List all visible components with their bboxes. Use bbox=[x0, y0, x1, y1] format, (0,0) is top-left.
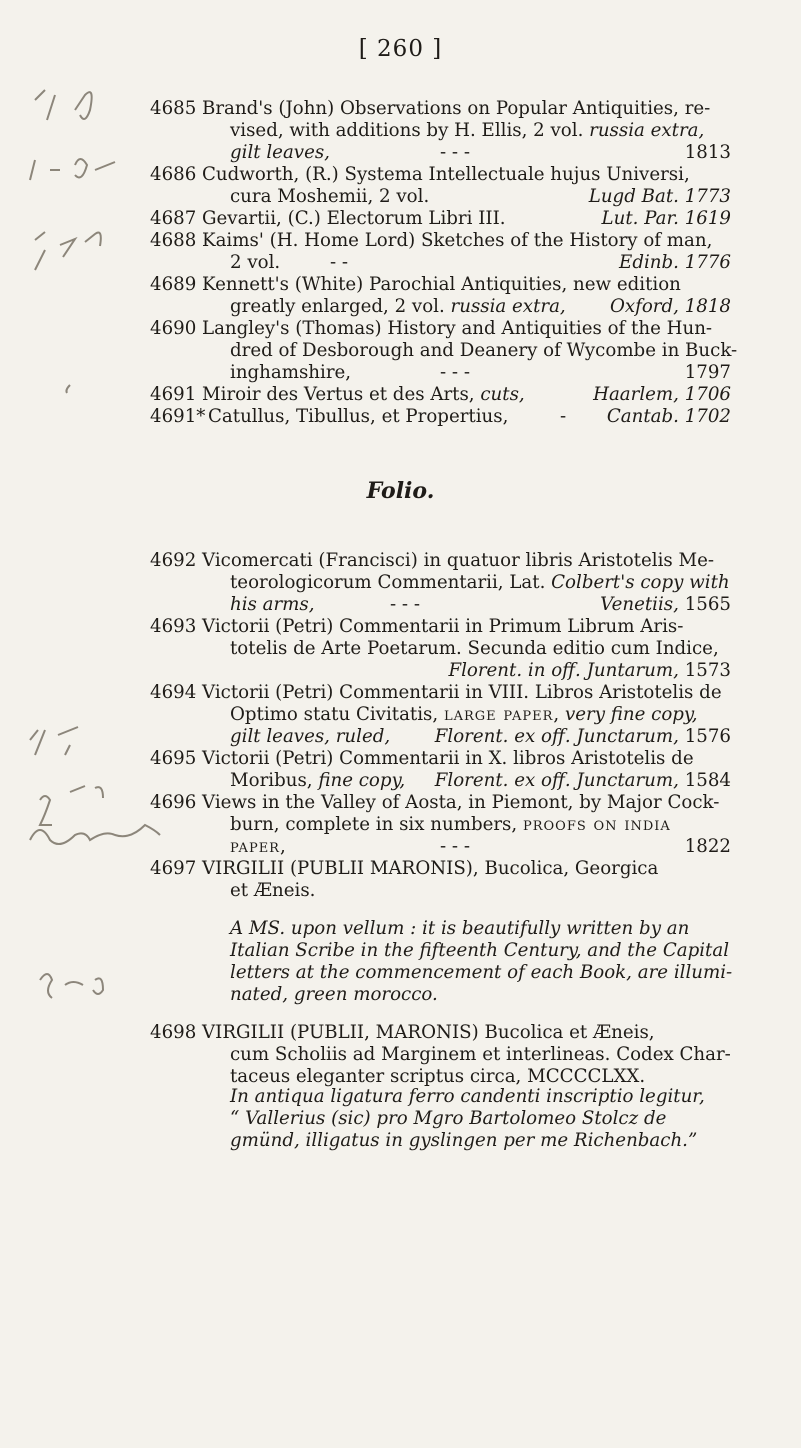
entry-line: his arms, bbox=[230, 594, 315, 615]
entry-line: Vicomercati (Francisci) in quatuor libris Aristotelis Me- bbox=[202, 550, 715, 571]
entry-line: Victorii (Petri) Commentarii in X. libros Aristotelis de bbox=[202, 748, 694, 769]
entry-dashes: - - - bbox=[440, 836, 470, 857]
entry-imprint: Haarlem, 1706 bbox=[593, 384, 731, 405]
entry-imprint: 1797 bbox=[684, 362, 731, 383]
entry-number: 4687 bbox=[150, 208, 197, 229]
entry-imprint: Oxford, 1818 bbox=[609, 296, 731, 317]
annotation-mark bbox=[30, 825, 160, 844]
entry-dashes: - - - bbox=[440, 142, 470, 163]
entry-imprint: Florent. ex off. Junctarum, 1576 bbox=[434, 726, 731, 747]
entry-line: cum Scholiis ad Marginem et interlineas. Codex Char- bbox=[230, 1044, 731, 1065]
entry-line: Brand's (John) Observations on Popular Antiquities, re- bbox=[202, 98, 711, 119]
entry-line: Kaims' (H. Home Lord) Sketches of the History of man, bbox=[202, 230, 713, 251]
entry-imprint: Edinb. 1776 bbox=[619, 252, 731, 273]
annotation-mark bbox=[40, 974, 103, 998]
entry-line: inghamshire, bbox=[230, 362, 352, 383]
annotation-mark bbox=[30, 159, 115, 180]
entry-line: totelis de Arte Poetarum. Secunda editio cum Indice, bbox=[230, 638, 719, 659]
entry-imprint: Lut. Par. 1619 bbox=[601, 208, 731, 229]
entry-dashes: - - - bbox=[390, 594, 420, 615]
entry-line: paper, bbox=[230, 836, 287, 857]
entry-number: 4693 bbox=[150, 616, 197, 637]
entry-imprint: Florent. in off. Juntarum, 1573 bbox=[448, 660, 731, 681]
entry-number: 4696 bbox=[150, 792, 197, 813]
entry-line: vised, with additions by H. Ellis, 2 vol. russia extra, bbox=[230, 120, 705, 141]
entry-line: Optimo statu Civitatis, large paper, very fine copy, bbox=[230, 704, 698, 725]
entry-line: taceus eleganter scriptus circa, MCCCCLXX. bbox=[230, 1066, 646, 1087]
entry-line: et Æneis. bbox=[230, 880, 316, 901]
entry-line: gilt leaves, bbox=[230, 142, 330, 163]
entry-dashes: - - bbox=[330, 252, 349, 273]
entry-line: Moribus, fine copy, bbox=[230, 770, 406, 791]
entry-line: Victorii (Petri) Commentarii in Primum Librum Aris- bbox=[202, 616, 684, 637]
entry-line: Miroir des Vertus et des Arts, cuts, bbox=[202, 384, 525, 405]
entry-number: 4689 bbox=[150, 274, 197, 295]
entry-number: 4691 bbox=[150, 384, 197, 405]
entry-number: 4694 bbox=[150, 682, 197, 703]
entry-line: Cudworth, (R.) Systema Intellectuale hujus Universi, bbox=[202, 164, 690, 185]
annotation-mark bbox=[35, 90, 92, 120]
entry-imprint: 1822 bbox=[684, 836, 731, 857]
entry-line: Catullus, Tibullus, et Propertius, bbox=[208, 406, 509, 427]
annotation-mark bbox=[30, 727, 78, 755]
entry-note bbox=[230, 1086, 705, 1152]
entry-line: greatly enlarged, 2 vol. russia extra, bbox=[230, 296, 566, 317]
entry-imprint: Cantab. 1702 bbox=[606, 406, 731, 427]
entry-number: 4692 bbox=[150, 550, 197, 571]
entry-number: 4685 bbox=[150, 98, 197, 119]
note-line: A MS. upon vellum : it is beautifully written by an bbox=[230, 918, 690, 939]
entry-line: Langley's (Thomas) History and Antiquities of the Hun- bbox=[202, 318, 713, 339]
page-number: [ 260 ] bbox=[358, 36, 443, 62]
entry-line: Gevartii, (C.) Electorum Libri III. bbox=[202, 208, 506, 229]
entry-number: 4686 bbox=[150, 164, 197, 185]
entry-imprint: Florent. ex off. Junctarum, 1584 bbox=[434, 770, 731, 791]
note-line: gmünd, illigatus in gyslingen per me Richenbach.” bbox=[230, 1130, 698, 1151]
entry-dashes: - bbox=[560, 406, 567, 427]
section-heading: Folio. bbox=[366, 478, 435, 504]
entry-line: burn, complete in six numbers, proofs on india bbox=[230, 814, 671, 835]
note-line: “ Vallerius (sic) pro Mgro Bartolomeo Stolcz de bbox=[230, 1108, 667, 1129]
entry-number: 4698 bbox=[150, 1022, 197, 1043]
entry-number: 4697 bbox=[150, 858, 197, 879]
note-line: letters at the commencement of each Book, are illumi- bbox=[230, 962, 733, 983]
annotation-mark bbox=[66, 385, 70, 393]
entry-line: dred of Desborough and Deanery of Wycombe in Buck- bbox=[230, 340, 738, 361]
margin-annotations-lower bbox=[0, 780, 180, 1060]
annotation-mark bbox=[40, 786, 103, 825]
entry-number: 4688 bbox=[150, 230, 197, 251]
entry-line: Kennett's (White) Parochial Antiquities, new edition bbox=[202, 274, 681, 295]
margin-annotations bbox=[0, 0, 150, 800]
annotation-mark bbox=[35, 232, 101, 270]
entry-line: VIRGILII (PUBLII, MARONIS) Bucolica et Æneis, bbox=[202, 1022, 655, 1043]
entry-imprint: Lugd Bat. 1773 bbox=[588, 186, 731, 207]
entry-line: cura Moshemii, 2 vol. bbox=[230, 186, 430, 207]
note-line: Italian Scribe in the fifteenth Century, and the Capital bbox=[230, 940, 730, 961]
entry-line: 2 vol. bbox=[230, 252, 281, 273]
entry-number: 4690 bbox=[150, 318, 197, 339]
entry-imprint: 1813 bbox=[684, 142, 731, 163]
entry-number: 4691* bbox=[150, 406, 206, 427]
entry-line: VIRGILII (PUBLII MARONIS), Bucolica, Georgica bbox=[202, 858, 659, 879]
entry-line: Victorii (Petri) Commentarii in VIII. Libros Aristotelis de bbox=[202, 682, 722, 703]
entry-note bbox=[230, 918, 732, 1006]
entry-imprint: Venetiis, 1565 bbox=[600, 594, 731, 615]
note-line: nated, green morocco. bbox=[230, 984, 438, 1005]
note-line: In antiqua ligatura ferro candenti inscriptio legitur, bbox=[230, 1086, 705, 1107]
entry-number: 4695 bbox=[150, 748, 197, 769]
entry-dashes: - - - bbox=[440, 362, 470, 383]
entry-line: teorologicorum Commentarii, Lat. Colbert's copy with bbox=[230, 572, 730, 593]
entry-line: Views in the Valley of Aosta, in Piemont, by Major Cock- bbox=[202, 792, 720, 813]
entry-line: gilt leaves, ruled, bbox=[230, 726, 391, 747]
